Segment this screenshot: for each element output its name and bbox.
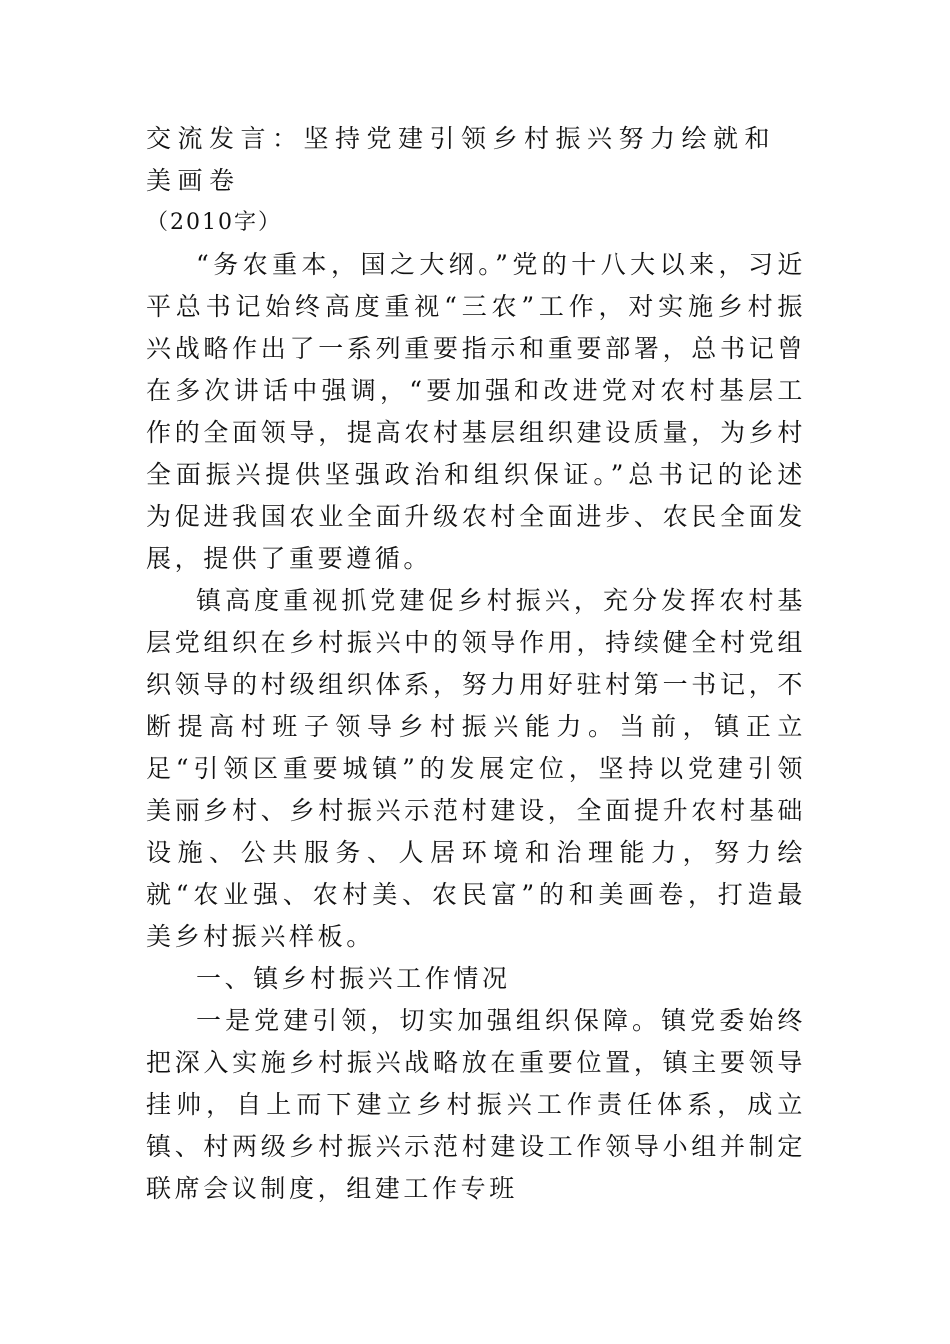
- title-word-count: （2010字）: [146, 210, 282, 235]
- paragraph-town-overview: 镇高度重视抓党建促乡村振兴，充分发挥农村基层党组织在乡村振兴中的领导作用，持续健全村党组织领导的村级组织体系，努力用好驻村第一书记，不断提高村班子领导乡村振兴能力。当前，镇正立足“引领区重要城镇”的发展定位，坚持以党建引领美丽乡村、乡村振兴示范村建设，全面提升农村基础设施、公共服务、人居环境和治理能力，努力绘就“农业强、农村美、农民富”的和美画卷，打造最美乡村振兴样板。: [146, 586, 806, 951]
- section-heading: 一、镇乡村振兴工作情况: [196, 964, 511, 993]
- document-body: [146, 118, 806, 1210]
- title-text: 交流发言：坚持党建引领乡村振兴努力绘就和美画卷: [146, 124, 777, 195]
- document-title: [146, 118, 806, 244]
- paragraph-section-one: 一是党建引领，切实加强组织保障。镇党委始终把深入实施乡村振兴战略放在重要位置，镇主要领导挂帅，自上而下建立乡村振兴工作责任体系，成立镇、村两级乡村振兴示范村建设工作领导小组并制定联席会议制度，组建工作专班: [146, 1006, 806, 1203]
- paragraph-intro: “务农重本，国之大纲。”党的十八大以来，习近平总书记始终高度重视“三农”工作，对实施乡村振兴战略作出了一系列重要指示和重要部署，总书记曾在多次讲话中强调，“要加强和改进党对农村基层工作的全面领导，提高农村基层组织建设质量，为乡村全面振兴提供坚强政治和组织保证。”总书记的论述为促进我国农业全面升级农村全面进步、农民全面发展，提供了重要遵循。: [146, 250, 806, 573]
